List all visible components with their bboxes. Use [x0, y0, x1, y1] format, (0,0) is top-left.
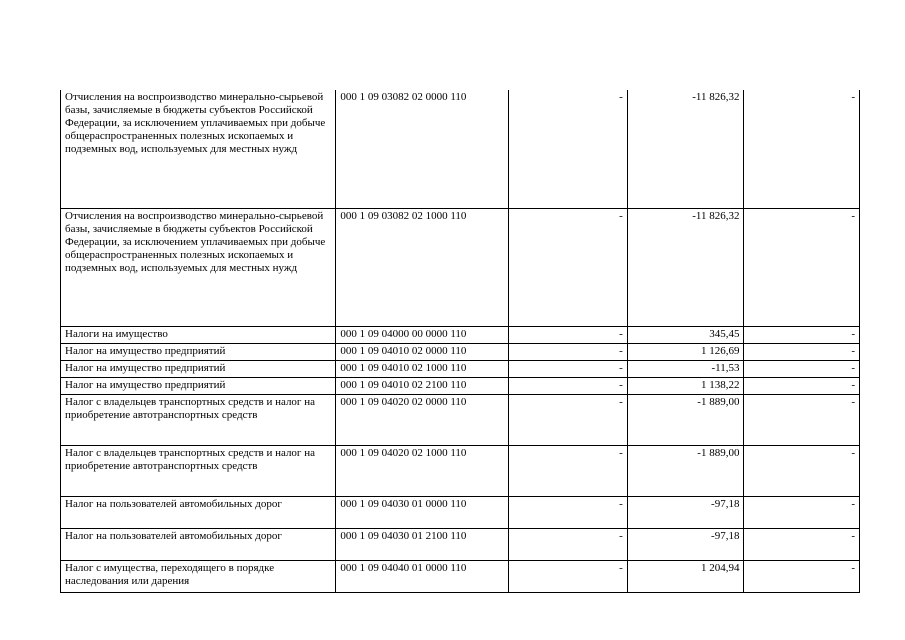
row-col3: - [509, 445, 628, 496]
row-amount: 1 126,69 [627, 343, 744, 360]
row-amount: 345,45 [627, 326, 744, 343]
row-col3: - [509, 560, 628, 592]
row-code: 000 1 09 04040 01 0000 110 [336, 560, 509, 592]
table-row [61, 528, 860, 560]
row-name: Отчисления на воспроизводство минерально-сырьевой базы, зачисляемые в бюджеты субъектов Российской Федерации, за исключением уплачиваемых при добыче общераспространенных полезных ископаемых и подземных вод, используемых для местных нужд [61, 208, 336, 326]
row-col3: - [509, 528, 628, 560]
row-col3: - [509, 377, 628, 394]
row-col3: - [509, 343, 628, 360]
row-col5: - [744, 326, 860, 343]
table-row [61, 90, 860, 208]
row-col5: - [744, 560, 860, 592]
row-amount: -11,53 [627, 360, 744, 377]
row-name: Налог с имущества, переходящего в порядке наследования или дарения [61, 560, 336, 592]
row-col5: - [744, 343, 860, 360]
row-name: Налог на имущество предприятий [61, 360, 336, 377]
row-name: Налог с владельцев транспортных средств и налог на приобретение автотранспортных средств [61, 445, 336, 496]
row-col5: - [744, 360, 860, 377]
row-name: Налоги на имущество [61, 326, 336, 343]
row-col5: - [744, 377, 860, 394]
table-row [61, 326, 860, 343]
row-code: 000 1 09 04000 00 0000 110 [336, 326, 509, 343]
row-col3: - [509, 360, 628, 377]
table-row [61, 560, 860, 592]
row-code: 000 1 09 04020 02 0000 110 [336, 394, 509, 445]
row-name: Отчисления на воспроизводство минерально-сырьевой базы, зачисляемые в бюджеты субъектов Российской Федерации, за исключением уплачиваемых при добыче общераспространенных полезных ископаемых и подземных вод, используемых для местных нужд [61, 90, 336, 208]
row-amount: -1 889,00 [627, 445, 744, 496]
row-col3: - [509, 496, 628, 528]
table-row [61, 360, 860, 377]
table-row [61, 343, 860, 360]
row-col5: - [744, 496, 860, 528]
table-row [61, 377, 860, 394]
row-name: Налог с владельцев транспортных средств и налог на приобретение автотранспортных средств [61, 394, 336, 445]
row-code: 000 1 09 04010 02 0000 110 [336, 343, 509, 360]
row-col5: - [744, 445, 860, 496]
row-col5: - [744, 394, 860, 445]
row-col3: - [509, 394, 628, 445]
budget-table [60, 90, 860, 593]
table-row [61, 445, 860, 496]
row-code: 000 1 09 04010 02 2100 110 [336, 377, 509, 394]
row-amount: -97,18 [627, 496, 744, 528]
row-amount: 1 138,22 [627, 377, 744, 394]
row-code: 000 1 09 04030 01 2100 110 [336, 528, 509, 560]
row-amount: -97,18 [627, 528, 744, 560]
row-name: Налог на пользователей автомобильных дорог [61, 496, 336, 528]
row-code: 000 1 09 04020 02 1000 110 [336, 445, 509, 496]
row-col3: - [509, 208, 628, 326]
row-name: Налог на пользователей автомобильных дорог [61, 528, 336, 560]
row-col5: - [744, 208, 860, 326]
row-col5: - [744, 528, 860, 560]
table-row [61, 496, 860, 528]
row-amount: -11 826,32 [627, 208, 744, 326]
row-name: Налог на имущество предприятий [61, 377, 336, 394]
row-code: 000 1 09 03082 02 1000 110 [336, 208, 509, 326]
row-col5: - [744, 90, 860, 208]
row-name: Налог на имущество предприятий [61, 343, 336, 360]
row-col3: - [509, 90, 628, 208]
row-code: 000 1 09 03082 02 0000 110 [336, 90, 509, 208]
row-amount: -1 889,00 [627, 394, 744, 445]
table-row [61, 208, 860, 326]
table-row [61, 394, 860, 445]
row-col3: - [509, 326, 628, 343]
row-amount: -11 826,32 [627, 90, 744, 208]
row-code: 000 1 09 04010 02 1000 110 [336, 360, 509, 377]
row-amount: 1 204,94 [627, 560, 744, 592]
row-code: 000 1 09 04030 01 0000 110 [336, 496, 509, 528]
